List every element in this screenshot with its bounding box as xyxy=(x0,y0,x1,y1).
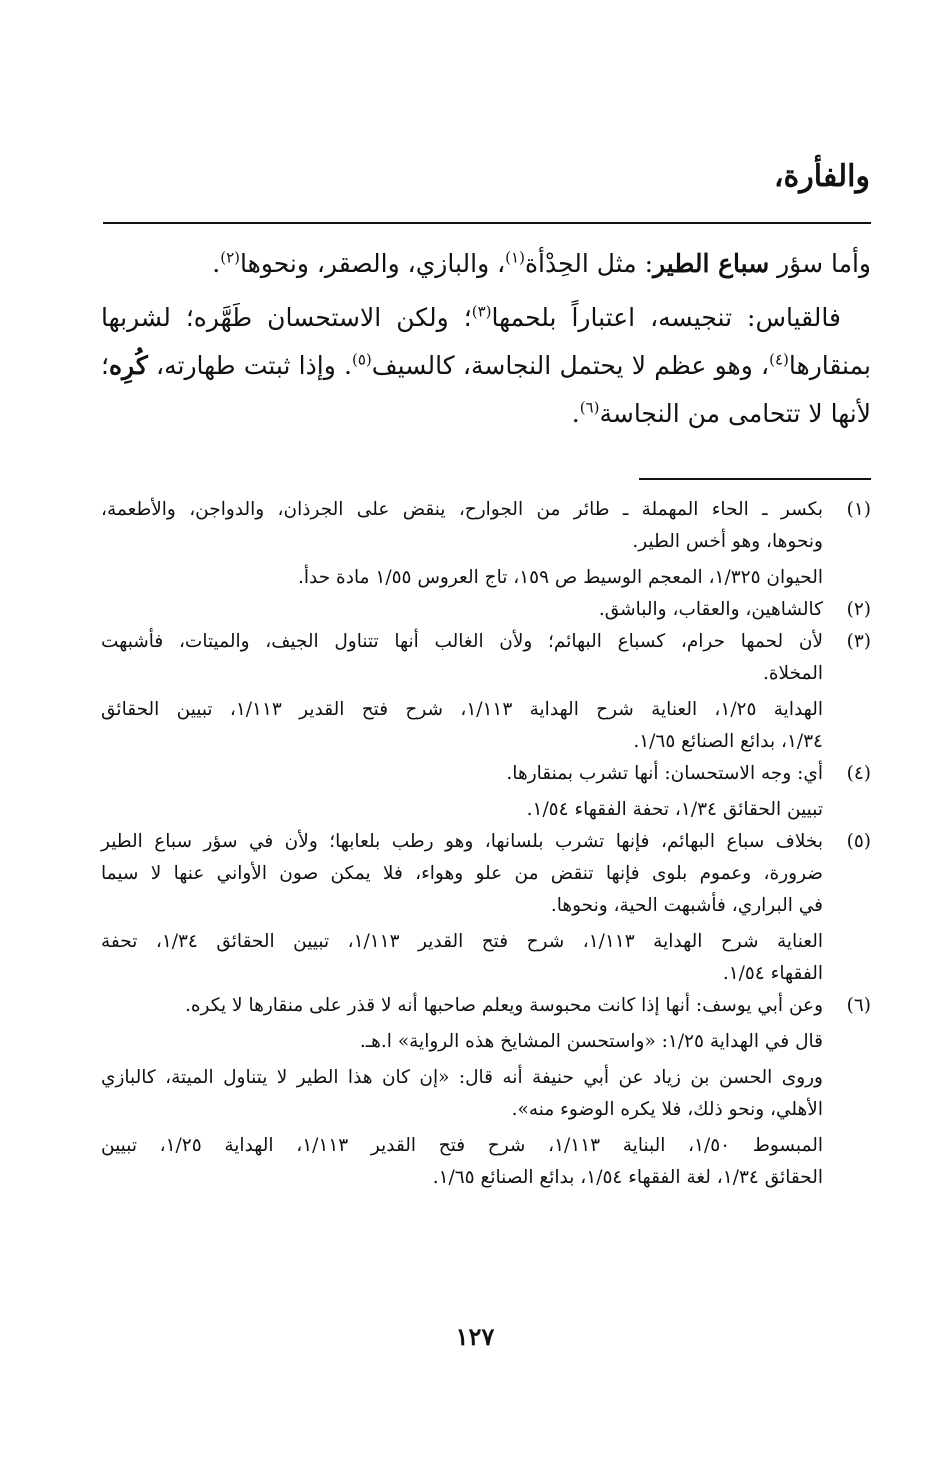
footnote-line: في البراري، فأشبهت الحية، ونحوها. xyxy=(550,895,823,916)
p1-start: وأما سؤر xyxy=(769,249,871,278)
p2-text-b: ؛ ولكن الاستحسان طَهَّره؛ لشربها xyxy=(101,303,472,332)
page-number: ١٢٧ xyxy=(455,1322,495,1351)
footnote-line: ونحوها، وهو أخس الطير. xyxy=(632,531,823,552)
p1-text-a: : مثل الحِدْأة xyxy=(524,249,653,278)
footnote-line: الفقهاء ١/٥٤. xyxy=(722,963,823,984)
main-text xyxy=(101,240,871,438)
footnote-ref-6: (٦) xyxy=(579,398,600,417)
header-text: والفأرة، xyxy=(773,159,870,194)
footnote-5 xyxy=(101,826,871,990)
footnote-ref-2: (٢) xyxy=(220,248,241,267)
footnote-line: الهداية ١/٢٥، العناية شرح الهداية ١/١١٣، شرح فتح القدير ١/١١٣، تبيين الحقائق xyxy=(101,699,823,720)
footnote-body xyxy=(101,826,823,990)
p2-text-d: ، وهو عظم لا يحتمل النجاسة، كالسيف xyxy=(371,351,770,380)
footnote-line: الأهلي، ونحو ذلك، فلا يكره الوضوء منه». xyxy=(511,1099,823,1120)
footnote-4 xyxy=(101,758,871,826)
footnote-line: ضرورة، وعموم بلوى فإنها تنقض من علو وهواء، فلا يمكن صون الأواني عنها لا سيما xyxy=(101,863,823,884)
footnote-line: المبسوط ١/٥٠، البناية ١/١١٣، شرح فتح القدير ١/١١٣، الهداية ١/٢٥، تبيين xyxy=(101,1135,823,1156)
footnote-line: بكسر ـ الحاء المهملة ـ طائر من الجوارح، ينقض على الجرذان، والدواجن، والأطعمة، xyxy=(101,499,823,520)
p2-text-a: فالقياس: تنجيسه، اعتباراً بلحمها xyxy=(491,303,841,332)
footnote-line: قال في الهداية ١/٢٥: «واستحسن المشايخ هذه الرواية» ا.هـ. xyxy=(359,1031,823,1052)
footnote-number: (٦) xyxy=(846,995,871,1016)
p2-text-g: . xyxy=(571,399,580,428)
footnote-ref-3: (٣) xyxy=(471,302,492,321)
top-rule xyxy=(103,222,871,224)
footnote-line: بخلاف سباع البهائم، فإنها تشرب بلسانها، وهو رطب بلعابها؛ ولأن في سؤر سباع الطير xyxy=(101,831,823,852)
p1-text-b: ، والبازي، والصقر، ونحوها xyxy=(240,249,506,278)
footnote-6 xyxy=(101,990,871,1194)
footnote-line: المخلاة. xyxy=(762,663,823,684)
footnote-3 xyxy=(101,626,871,758)
footnote-line: وروى الحسن بن زياد عن أبي حنيفة أنه قال: «إن كان هذا الطير لا يتناول الميتة، كالبازي xyxy=(101,1067,823,1088)
footnote-2 xyxy=(101,594,871,626)
p1-bold-term: سباع الطير xyxy=(653,249,770,278)
footnote-body xyxy=(101,594,823,626)
footnote-line: الحقائق ١/٣٤، لغة الفقهاء ١/٥٤، بدائع الصنائع ١/٦٥. xyxy=(432,1167,823,1188)
main-paragraph-2 xyxy=(101,294,871,438)
footnote-body xyxy=(101,758,823,826)
footnote-line: وعن أبي يوسف: أنها إذا كانت محبوسة ويعلم صاحبها أنه لا قذر على منقارها لا يكره. xyxy=(184,995,823,1016)
footnote-1 xyxy=(101,494,871,594)
footnote-line: الحيوان ١/٣٢٥، المعجم الوسيط ص ١٥٩، تاج العروس ١/٥٥ مادة حدأ. xyxy=(298,567,823,588)
footnote-body xyxy=(101,494,823,594)
p2-text-f: ؛ لأنها لا تتحامى من النجاسة xyxy=(101,351,871,428)
footnote-number: (١) xyxy=(846,499,871,520)
footnote-line: تبيين الحقائق ١/٣٤، تحفة الفقهاء ١/٥٤. xyxy=(526,799,823,820)
main-paragraph-1 xyxy=(101,240,871,288)
footnote-line: ١/٣٤، بدائع الصنائع ١/٦٥. xyxy=(633,731,823,752)
p2-bold-term: كُرِه xyxy=(108,351,148,380)
footnote-line: أي: وجه الاستحسان: أنها تشرب بمنقارها. xyxy=(506,763,823,784)
footnote-rule xyxy=(639,478,871,480)
p1-text-c: . xyxy=(212,249,221,278)
footnotes xyxy=(101,494,871,1194)
footnote-ref-4: (٤) xyxy=(769,350,789,369)
p2-text-c: بمنقارها xyxy=(788,351,871,380)
footnote-line: كالشاهين، والعقاب، والباشق. xyxy=(598,599,823,620)
footnote-number: (٢) xyxy=(846,599,871,620)
footnote-body xyxy=(101,990,823,1194)
footnote-number: (٥) xyxy=(846,831,871,852)
footnote-number: (٣) xyxy=(846,631,871,652)
footnote-ref-1: (١) xyxy=(505,248,525,267)
footnote-line: لأن لحمها حرام، كسباع البهائم؛ ولأن الغالب أنها تتناول الجيف، والميتات، فأشبهت xyxy=(101,631,823,652)
footnote-body xyxy=(101,626,823,758)
footnote-number: (٤) xyxy=(846,763,871,784)
footnote-line: العناية شرح الهداية ١/١١٣، شرح فتح القدير ١/١١٣، تبيين الحقائق ١/٣٤، تحفة xyxy=(101,931,823,952)
footnote-ref-5: (٥) xyxy=(352,350,372,369)
p2-text-e: . وإذا ثبتت طهارته، xyxy=(156,351,352,380)
